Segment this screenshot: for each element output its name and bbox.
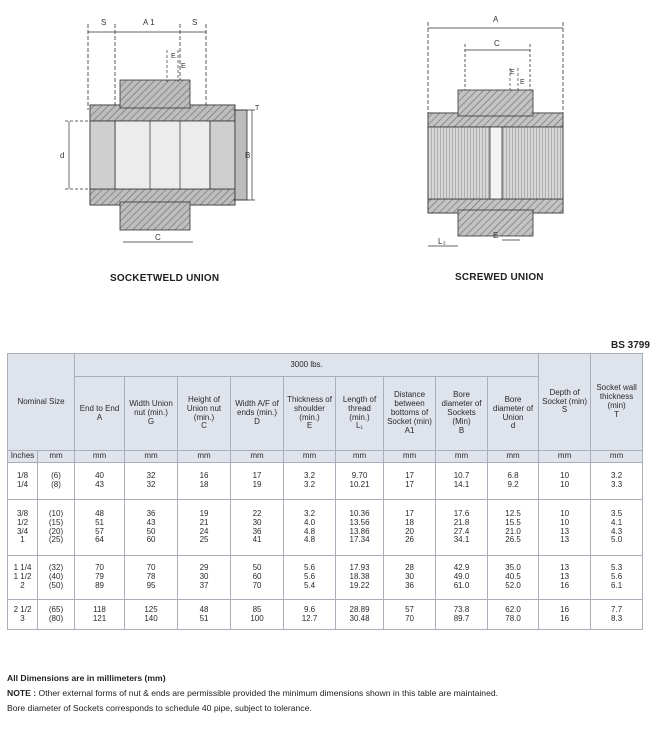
maintenance-note <box>7 688 637 703</box>
value-cell <box>178 463 231 500</box>
unit-mm: mm <box>591 451 643 463</box>
cell-value: 13 <box>560 563 570 573</box>
nominal-inches: 1/2 <box>16 517 29 527</box>
value-cell <box>125 500 178 556</box>
nominal-mm: (20) <box>48 526 64 536</box>
cell-value: 6.1 <box>611 580 623 590</box>
cell-value: 5.6 <box>303 572 316 582</box>
column-header <box>488 377 539 451</box>
value-cell <box>384 500 436 556</box>
value-cell <box>178 600 231 630</box>
cell-value: 9.2 <box>507 480 519 489</box>
cell-value: 51 <box>199 613 209 623</box>
cell-value: 78.0 <box>505 613 521 623</box>
unit-mm: mm <box>384 451 436 463</box>
cell-value: 36 <box>146 508 156 518</box>
cell-value: 43 <box>95 480 104 489</box>
column-header-label: Length of thread (min.) <box>342 394 377 422</box>
cell-value: 18 <box>199 480 209 489</box>
cell-value: 61.0 <box>453 580 470 590</box>
cell-value: 9.70 <box>351 471 368 481</box>
cell-value: 50 <box>252 563 262 573</box>
unit-inches: Inches <box>8 451 38 463</box>
column-header-symbol: C <box>201 421 207 431</box>
cell-value: 37 <box>199 580 209 590</box>
column-header-symbol: d <box>510 421 516 431</box>
value-cell <box>488 600 539 630</box>
cell-value: 10.36 <box>349 508 370 518</box>
cell-value: 51 <box>95 517 104 527</box>
cell-value: 95 <box>146 580 156 590</box>
cell-value: 16 <box>560 580 570 590</box>
column-header-symbol: S <box>561 405 568 415</box>
cell-value: 26.5 <box>505 535 521 545</box>
value-cell <box>539 500 591 556</box>
value-cell <box>336 463 384 500</box>
unit-mm: mm <box>336 451 384 463</box>
column-header-label: Distance between bottoms of Socket (min) <box>387 390 432 426</box>
cell-value: 35.0 <box>505 563 521 573</box>
unit-mm: mm <box>38 451 75 463</box>
cell-value: 13 <box>560 572 570 582</box>
nominal-inches: 3/4 <box>16 526 29 536</box>
cell-value: 18 <box>405 517 414 527</box>
cell-value: 28 <box>405 563 414 573</box>
cell-value: 17.34 <box>349 535 370 545</box>
column-header <box>231 377 284 451</box>
nominal-inches: 3/8 <box>16 508 29 518</box>
column-header <box>336 377 384 451</box>
column-header-label: Bore diameter of Sockets (Min) <box>441 390 482 426</box>
dim-label-d: d <box>60 151 65 160</box>
column-header <box>178 377 231 451</box>
dim-label-e-top1: E <box>510 69 515 76</box>
table-row-group <box>8 556 643 600</box>
value-cell <box>384 463 436 500</box>
cell-value: 21.0 <box>505 526 521 536</box>
table-row-group <box>8 600 643 630</box>
cell-value: 70 <box>252 580 262 590</box>
cell-value: 60 <box>252 572 262 582</box>
cell-value: 21.8 <box>453 517 470 527</box>
column-header-label: Width Union nut (min.) <box>129 399 173 418</box>
note-label: NOTE : <box>7 688 37 698</box>
value-cell <box>125 600 178 630</box>
column-header <box>125 377 178 451</box>
cell-value: 22 <box>252 508 262 518</box>
cell-value: 27.4 <box>453 526 470 536</box>
value-cell <box>488 500 539 556</box>
screwed-union-drawing <box>410 8 590 258</box>
value-cell <box>539 600 591 630</box>
cell-value: 4.8 <box>303 535 316 545</box>
cell-value: 43 <box>146 517 156 527</box>
cell-value: 4.3 <box>611 526 623 536</box>
cell-value: 8.3 <box>611 613 623 623</box>
nominal-mm: (8) <box>51 480 61 489</box>
unit-mm: mm <box>178 451 231 463</box>
column-header-label: End to End <box>79 403 120 413</box>
dim-label-a1: A 1 <box>143 18 155 27</box>
dim-label-s1: S <box>101 18 107 27</box>
cell-value: 18.38 <box>349 572 370 582</box>
cell-value: 3.5 <box>611 508 623 518</box>
nominal-mm: (65) <box>48 604 64 614</box>
unit-mm: mm <box>284 451 336 463</box>
value-cell <box>488 556 539 600</box>
cell-value: 25 <box>199 535 209 545</box>
dim-label-t: T <box>255 105 260 112</box>
cell-value: 73.8 <box>453 604 470 614</box>
cell-value: 5.6 <box>611 572 623 582</box>
column-header <box>591 354 643 451</box>
cell-value: 21 <box>199 517 209 527</box>
nominal-mm-cell <box>38 463 75 500</box>
unit-mm: mm <box>539 451 591 463</box>
cell-value: 40 <box>95 471 104 481</box>
cell-value: 5.6 <box>303 563 316 573</box>
cell-value: 10 <box>560 471 570 481</box>
value-cell <box>284 556 336 600</box>
dim-label-e-bottom: E <box>493 231 499 240</box>
value-cell <box>125 463 178 500</box>
column-header-label: Depth of Socket (min) <box>542 387 588 406</box>
dim-label-l3: L₃ <box>438 237 446 246</box>
nominal-mm: (50) <box>48 580 64 590</box>
value-cell <box>384 556 436 600</box>
value-cell <box>539 556 591 600</box>
nominal-mm-cell <box>38 500 75 556</box>
cell-value: 13.56 <box>349 517 370 527</box>
cell-value: 19.22 <box>349 580 370 590</box>
cell-value: 9.6 <box>303 604 316 614</box>
nominal-mm: (10) <box>48 508 64 518</box>
bore-note: Bore diameter of Sockets corresponds to schedule 40 pipe, subject to tolerance. <box>7 703 312 713</box>
cell-value: 17.93 <box>349 563 370 573</box>
dim-label-s2: S <box>192 18 198 27</box>
socketweld-union-drawing <box>55 10 295 260</box>
cell-value: 26 <box>405 535 414 545</box>
cell-value: 30 <box>199 572 209 582</box>
nominal-size-header: Nominal Size <box>8 354 75 451</box>
cell-value: 64 <box>95 535 104 545</box>
value-cell <box>231 463 284 500</box>
cell-value: 125 <box>144 604 158 614</box>
cell-value: 62.0 <box>505 604 521 614</box>
column-header-symbol: A <box>96 412 103 422</box>
cell-value: 140 <box>144 613 158 623</box>
column-header <box>284 377 336 451</box>
nominal-inches: 1/8 <box>16 471 29 481</box>
notes <box>7 673 637 718</box>
value-cell <box>591 600 643 630</box>
column-header-label: Thickness of shoulder (min.) <box>287 394 332 422</box>
cell-value: 24 <box>199 526 209 536</box>
cell-value: 17 <box>252 471 262 481</box>
socketweld-caption: SOCKETWELD UNION <box>110 273 220 284</box>
nominal-inches-cell <box>8 600 38 630</box>
unit-mm: mm <box>75 451 125 463</box>
cell-value: 32 <box>146 471 156 481</box>
cell-value: 89 <box>95 580 104 590</box>
nominal-inches: 1 <box>20 535 25 545</box>
nominal-mm: (6) <box>51 471 61 481</box>
value-cell <box>178 556 231 600</box>
cell-value: 20 <box>405 526 414 536</box>
cell-value: 70 <box>405 613 414 623</box>
nominal-mm: (32) <box>48 563 64 573</box>
nominal-inches: 1 1/2 <box>13 572 32 582</box>
nominal-mm: (15) <box>48 517 64 527</box>
cell-value: 48 <box>199 604 209 614</box>
cell-value: 6.8 <box>507 471 519 481</box>
cell-value: 118 <box>93 604 106 614</box>
value-cell <box>75 500 125 556</box>
unit-mm: mm <box>488 451 539 463</box>
cell-value: 42.9 <box>453 563 470 573</box>
note-text: Other external forms of nut & ends are permissible provided the minimum dimensions shown in this table are maintained. <box>38 688 499 698</box>
nominal-mm-cell <box>38 556 75 600</box>
cell-value: 78 <box>146 572 156 582</box>
cell-value: 48 <box>95 508 104 518</box>
cell-value: 121 <box>92 613 107 623</box>
pressure-class-header: 3000 lbs. <box>75 354 539 377</box>
nominal-inches: 3 <box>20 613 25 623</box>
cell-value: 3.2 <box>303 471 316 481</box>
value-cell <box>231 600 284 630</box>
cell-value: 3.2 <box>611 471 623 481</box>
value-cell <box>539 463 591 500</box>
cell-value: 17 <box>405 471 414 481</box>
cell-value: 19 <box>252 480 262 489</box>
table-row-group <box>8 500 643 556</box>
cell-value: 14.1 <box>453 480 470 489</box>
cell-value: 16 <box>560 604 570 614</box>
value-cell <box>436 556 488 600</box>
cell-value: 3.3 <box>611 480 623 489</box>
cell-value: 30.48 <box>349 613 370 623</box>
column-header-symbol: A1 <box>404 425 415 435</box>
cell-value: 36 <box>405 580 414 590</box>
dim-label-b: B <box>245 151 251 160</box>
column-header-symbol: D <box>254 416 260 426</box>
value-cell <box>178 500 231 556</box>
nominal-inches-cell <box>8 500 38 556</box>
dimensions-note: All Dimensions are in millimeters (mm) <box>7 673 166 683</box>
cell-value: 50 <box>146 526 156 536</box>
value-cell <box>384 600 436 630</box>
cell-value: 10.7 <box>453 471 470 481</box>
standard-label: BS 3799 <box>611 340 650 351</box>
cell-value: 12.7 <box>301 613 318 623</box>
value-cell <box>75 556 125 600</box>
cell-value: 29 <box>199 563 209 573</box>
cell-value: 10 <box>560 480 570 489</box>
cell-value: 36 <box>252 526 262 536</box>
value-cell <box>436 463 488 500</box>
value-cell <box>75 600 125 630</box>
column-header-label: Socket wall thickness (min) <box>596 383 637 410</box>
column-header-label: Bore diameter of Union <box>493 394 534 422</box>
nominal-inches: 2 <box>20 580 25 590</box>
cell-value: 5.0 <box>611 535 623 545</box>
cell-value: 57 <box>405 604 414 614</box>
value-cell <box>284 463 336 500</box>
value-cell <box>591 463 643 500</box>
unit-mm: mm <box>231 451 284 463</box>
cell-value: 3.2 <box>303 508 316 518</box>
nominal-inches: 2 1/2 <box>13 604 32 614</box>
cell-value: 16 <box>199 471 209 481</box>
cell-value: 100 <box>250 613 264 623</box>
column-header-symbol: L₁ <box>355 421 364 431</box>
cell-value: 13 <box>560 526 570 536</box>
column-header-symbol: G <box>147 416 155 426</box>
cell-value: 4.1 <box>611 517 623 527</box>
cell-value: 17 <box>405 508 414 518</box>
cell-value: 70 <box>146 563 156 573</box>
column-header-symbol: B <box>458 425 465 435</box>
cell-value: 4.0 <box>303 517 316 527</box>
cell-value: 10 <box>560 508 570 518</box>
value-cell <box>231 556 284 600</box>
column-header <box>75 377 125 451</box>
table-row-group <box>8 463 643 500</box>
cell-value: 4.8 <box>303 526 316 536</box>
dim-label-e1: E <box>171 53 176 60</box>
cell-value: 19 <box>199 508 209 518</box>
cell-value: 13.86 <box>349 526 370 536</box>
dimensions-table <box>7 353 643 630</box>
column-header-symbol: T <box>614 409 620 419</box>
cell-value: 5.4 <box>303 580 316 590</box>
cell-value: 85 <box>252 604 262 614</box>
column-header-label: Height of Union nut (min.) <box>186 394 222 422</box>
cell-value: 7.7 <box>611 604 623 614</box>
cell-value: 52.0 <box>505 580 521 590</box>
cell-value: 17.6 <box>453 508 470 518</box>
cell-value: 16 <box>560 613 570 623</box>
nominal-inches: 1 1/4 <box>13 563 32 573</box>
cell-value: 70 <box>95 563 104 573</box>
cell-value: 30 <box>405 572 414 582</box>
value-cell <box>231 500 284 556</box>
nominal-mm: (80) <box>48 613 64 623</box>
cell-value: 89.7 <box>453 613 470 623</box>
nominal-inches-cell <box>8 556 38 600</box>
nominal-mm-cell <box>38 600 75 630</box>
cell-value: 49.0 <box>453 572 470 582</box>
cell-value: 10 <box>560 517 570 527</box>
value-cell <box>125 556 178 600</box>
cell-value: 17 <box>405 480 414 489</box>
value-cell <box>591 500 643 556</box>
dim-label-e-top2: E <box>520 79 525 86</box>
nominal-mm: (25) <box>48 535 64 545</box>
value-cell <box>436 500 488 556</box>
cell-value: 32 <box>146 480 156 489</box>
value-cell <box>284 600 336 630</box>
cell-value: 79 <box>95 572 104 582</box>
dim-label-c-screwed: C <box>494 39 500 48</box>
cell-value: 41 <box>252 535 262 545</box>
value-cell <box>488 463 539 500</box>
value-cell <box>336 600 384 630</box>
cell-value: 3.2 <box>303 480 316 489</box>
value-cell <box>336 500 384 556</box>
value-cell <box>591 556 643 600</box>
cell-value: 60 <box>146 535 156 545</box>
cell-value: 10.21 <box>349 480 370 489</box>
cell-value: 13 <box>560 535 570 545</box>
column-header-label: Width A/F of ends (min.) <box>235 399 279 418</box>
nominal-mm: (40) <box>48 572 64 582</box>
dim-label-e2: E <box>181 63 186 70</box>
dim-label-a: A <box>493 15 499 24</box>
cell-value: 15.5 <box>505 517 521 527</box>
value-cell <box>75 463 125 500</box>
unit-mm: mm <box>436 451 488 463</box>
cell-value: 28.89 <box>349 604 370 614</box>
cell-value: 40.5 <box>505 572 521 582</box>
dim-label-c: C <box>155 233 161 242</box>
cell-value: 30 <box>252 517 262 527</box>
cell-value: 12.5 <box>505 508 521 518</box>
cell-value: 5.3 <box>611 563 623 573</box>
nominal-inches-cell <box>8 463 38 500</box>
column-header-symbol: E <box>306 421 313 431</box>
column-header <box>384 377 436 451</box>
screwed-caption: SCREWED UNION <box>455 272 544 283</box>
column-header <box>539 354 591 451</box>
column-header <box>436 377 488 451</box>
value-cell <box>336 556 384 600</box>
nominal-inches: 1/4 <box>16 480 29 489</box>
cell-value: 34.1 <box>453 535 470 545</box>
unit-mm: mm <box>125 451 178 463</box>
value-cell <box>436 600 488 630</box>
value-cell <box>284 500 336 556</box>
cell-value: 57 <box>95 526 104 536</box>
